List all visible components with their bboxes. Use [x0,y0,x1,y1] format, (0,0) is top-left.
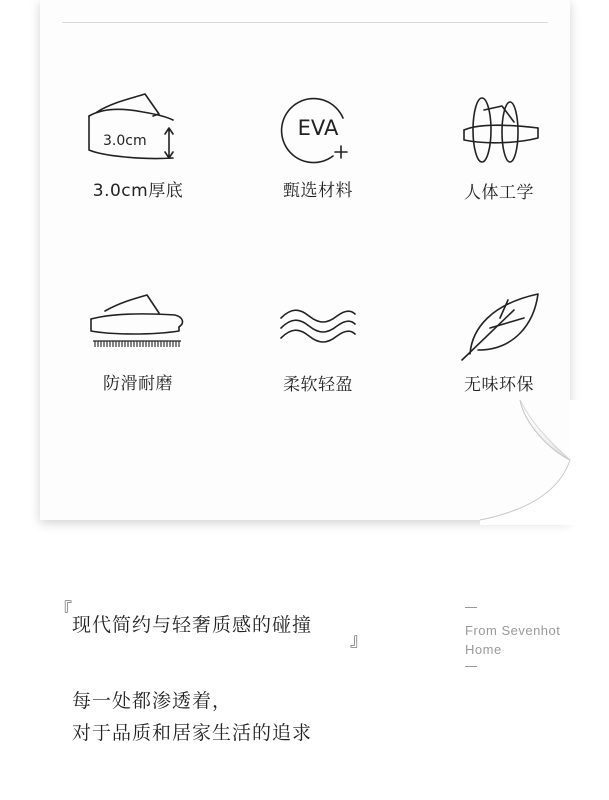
ergonomic-icon [444,88,554,172]
close-bracket: 』 [350,630,368,651]
feature-eco [414,288,584,395]
soft-light-icon [263,288,373,364]
feature-label: 3.0cm厚底 [92,181,184,201]
feature-label: 人体工学 [464,183,534,203]
eva-text: EVA [297,116,339,140]
anti-slip-icon [83,285,193,363]
sole-thickness-text: 3.0cm [103,133,147,149]
feature-anti-slip [53,285,223,394]
leaf-eco-icon [444,288,554,364]
feature-label: 无味环保 [464,375,534,395]
feature-label: 防滑耐磨 [103,374,173,394]
tagline-text: 现代简约与轻奢质感的碰撞 [72,614,313,636]
feature-label: 甄选材料 [283,181,353,201]
feature-label: 柔软轻盈 [283,375,353,395]
feature-ergonomic [414,88,584,203]
page-curl [480,400,580,525]
feature-soft-light [233,288,403,395]
description-line-1: 每一处都渗透着， [72,690,233,712]
brand-dash-bottom [465,666,477,667]
open-bracket: 『 [54,600,72,621]
brand-line-1: From Sevenhot [465,623,561,638]
eva-material-icon [263,88,373,170]
feature-eva-material [233,88,403,201]
sole-thickness-icon [83,90,193,170]
divider [62,22,548,23]
brand-line-2: Home [465,642,502,657]
brand-dash-top [465,607,477,608]
feature-sole-thickness [53,90,223,201]
description-line-2: 对于品质和居家生活的追求 [72,722,313,744]
